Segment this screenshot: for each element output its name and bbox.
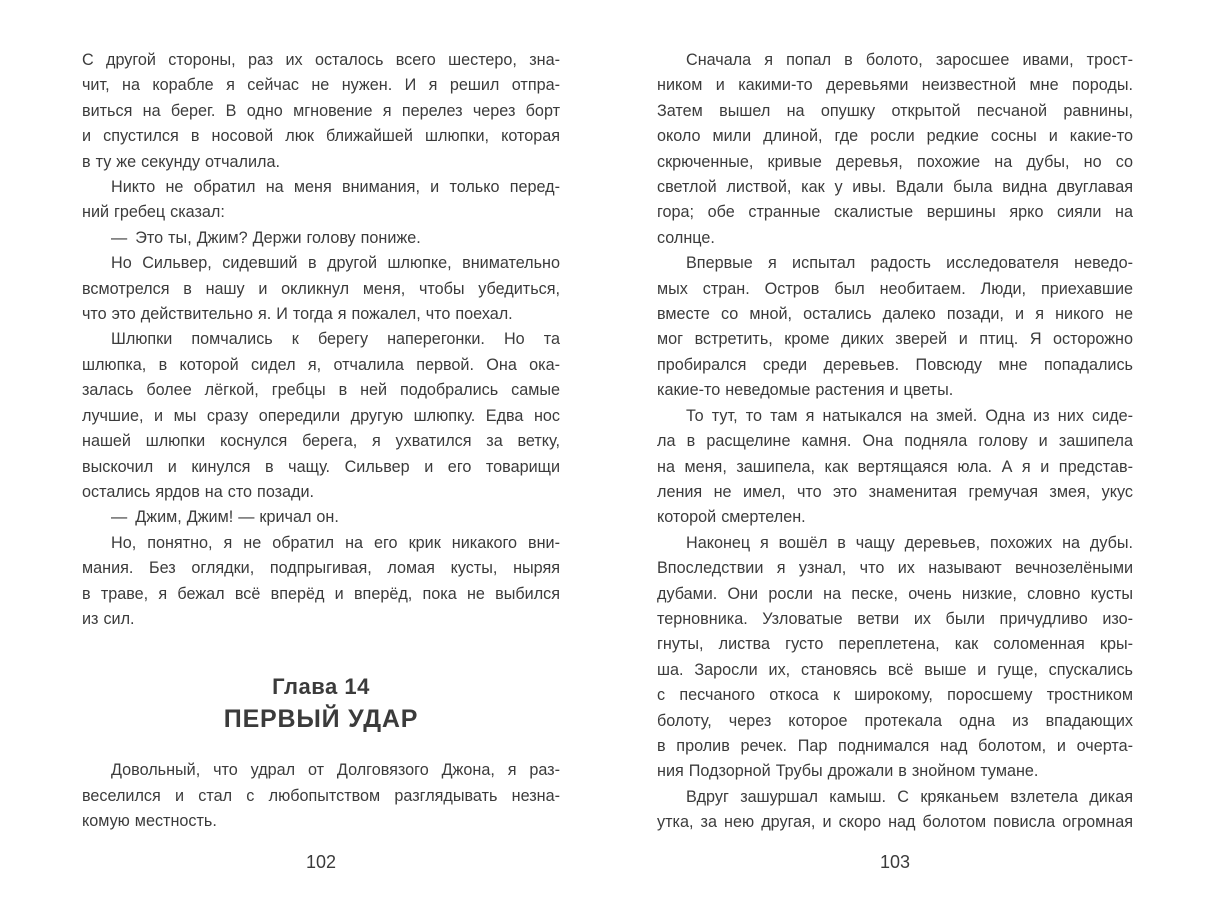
text-line: какие-то неведомые растения и цветы. bbox=[657, 381, 954, 400]
text-line: с песчаного откоса к широкому, поросшему тростником bbox=[657, 686, 1133, 705]
paragraph bbox=[82, 531, 560, 633]
chapter-label: Глава 14 bbox=[272, 674, 370, 700]
text-line: солнце. bbox=[657, 228, 715, 247]
text-line: остались ярдов на сто позади. bbox=[82, 482, 315, 501]
text-line: выскочил и кинулся в чащу. Сильвер и его товарищи bbox=[82, 457, 560, 476]
text-line: Затем вышел на опушку открытой песчаной равнины, bbox=[657, 101, 1133, 120]
page-right-text-column bbox=[657, 48, 1133, 836]
page-number-left: 102 bbox=[305, 852, 337, 872]
page-left-text-column bbox=[82, 48, 560, 632]
text-line: То тут, то там я натыкался на змей. Одна из них сиде- bbox=[686, 406, 1133, 425]
text-line: дубами. Они росли на песке, очень низкие, словно кусты bbox=[657, 584, 1133, 603]
text-line: ша. Заросли их, становясь всё выше и гуще, спускались bbox=[657, 660, 1133, 679]
text-line: ления не имел, что это знаменитая гремучая змея, укус bbox=[657, 482, 1133, 501]
paragraph bbox=[82, 175, 560, 226]
text-line: скрюченные, кривые деревья, похожие на дубы, но со bbox=[657, 152, 1133, 171]
text-line: залась более лёгкой, гребцы в ней подобрались самые bbox=[82, 381, 560, 400]
text-line: чит, на корабле я сейчас не нужен. И я решил отпра- bbox=[82, 76, 560, 95]
text-line: комую местность. bbox=[82, 812, 217, 831]
text-line: шлюпка, в которой сидел я, отчалила первой. Она ока- bbox=[82, 355, 560, 374]
text-line: Никто не обратил на меня внимания, и только перед- bbox=[111, 178, 560, 197]
text-line: утка, за нею другая, и скоро над болотом повисла огромная bbox=[657, 813, 1133, 832]
text-line: в траве, я бежал всё вперёд и вперёд, пока не выбился bbox=[82, 584, 560, 603]
page-number-right: 103 bbox=[879, 852, 911, 872]
text-line: гнуты, листва густо переплетена, как соломенная кры- bbox=[657, 635, 1133, 654]
text-line: Сначала я попал в болото, заросшее ивами, трост- bbox=[686, 51, 1133, 69]
text-line: гора; обе странные скалистые вершины ярко сияли на bbox=[657, 203, 1133, 222]
paragraph bbox=[657, 251, 1133, 403]
paragraph bbox=[82, 226, 560, 251]
text-line: виться на берег. В одно мгновение я перелез через борт bbox=[82, 101, 560, 120]
text-line: из сил. bbox=[82, 609, 135, 628]
text-line: что это действительно я. И тогда я пожалел, что поехал. bbox=[82, 305, 513, 324]
text-line: веселился и стал с любопытством разглядывать незна- bbox=[82, 786, 560, 805]
chapter-heading bbox=[82, 672, 560, 736]
paragraph bbox=[657, 48, 1133, 251]
text-line: всмотрелся в нашу и окликнул меня, чтобы убедиться, bbox=[82, 279, 560, 298]
text-line: болоту, через которое протекала одна из впадающих bbox=[657, 711, 1133, 730]
text-line: и спустился в носовой люк ближайшей шлюпки, которая bbox=[82, 127, 560, 146]
chapter-title: ПЕРВЫЙ УДАР bbox=[223, 705, 419, 734]
text-line: ний гребец сказал: bbox=[82, 203, 225, 222]
text-line: С другой стороны, раз их осталось всего шестеро, зна- bbox=[82, 51, 560, 69]
text-line: ником и какими-то деревьями неизвестной мне породы. bbox=[657, 76, 1133, 95]
page-left-after-chapter-text bbox=[82, 758, 560, 834]
paragraph bbox=[657, 404, 1133, 531]
text-line: Впоследствии я узнал, что их называют вечнозелёными bbox=[657, 559, 1133, 578]
text-line: Но Сильвер, сидевший в другой шлюпке, внимательно bbox=[111, 254, 560, 273]
page-right bbox=[606, 0, 1212, 917]
text-line: в пролив речек. Пар поднимался над болотом, и очерта- bbox=[657, 736, 1133, 755]
text-line: ла в расщелине камня. Она подняла голову и зашипела bbox=[657, 432, 1133, 451]
text-line: ния Подзорной Трубы дрожали в знойном тумане. bbox=[657, 762, 1039, 781]
text-line: — Джим, Джим! — кричал он. bbox=[111, 508, 339, 527]
text-line: Шлюпки помчались к берегу наперегонки. Но та bbox=[111, 330, 560, 349]
text-line: которой смертелен. bbox=[657, 508, 806, 527]
text-line: мания. Без оглядки, подпрыгивая, ломая кусты, ныряя bbox=[82, 559, 560, 578]
paragraph bbox=[82, 327, 560, 505]
text-line: нашей шлюпки коснулся берега, я ухватился за ветку, bbox=[82, 432, 560, 451]
text-line: Вдруг зашуршал камыш. С кряканьем взлетела дикая bbox=[686, 787, 1133, 806]
text-line: на меня, зашипела, как вертящаяся юла. А я и представ- bbox=[657, 457, 1133, 476]
text-line: мог встретить, кроме диких зверей и птиц. Я осторожно bbox=[657, 330, 1133, 349]
text-line: вместе со мной, остались далеко позади, и я никого не bbox=[657, 305, 1133, 324]
text-line: Наконец я вошёл в чащу деревьев, похожих на дубы. bbox=[686, 533, 1133, 552]
paragraph bbox=[657, 785, 1133, 836]
paragraph bbox=[82, 48, 560, 175]
paragraph bbox=[82, 758, 560, 834]
text-line: Довольный, что удрал от Долговязого Джона, я раз- bbox=[111, 761, 560, 780]
paragraph bbox=[82, 251, 560, 327]
paragraph bbox=[82, 505, 560, 530]
text-line: Впервые я испытал радость исследователя неведо- bbox=[686, 254, 1133, 273]
text-line: лучшие, и мы сразу опередили другую шлюпку. Едва нос bbox=[82, 406, 560, 425]
text-line: терновника. Узловатые ветви их были причудливо изо- bbox=[657, 609, 1133, 628]
paragraph bbox=[657, 531, 1133, 785]
text-line: — Это ты, Джим? Держи голову пониже. bbox=[111, 228, 421, 247]
text-line: пробирался среди деревьев. Повсюду мне попадались bbox=[657, 355, 1133, 374]
text-line: в ту же секунду отчалила. bbox=[82, 152, 280, 171]
text-line: светлой листвой, как у ивы. Вдали была видна двуглавая bbox=[657, 178, 1133, 197]
text-line: Но, понятно, я не обратил на его крик никакого вни- bbox=[111, 533, 560, 552]
text-line: мых стран. Остров был необитаем. Люди, приехавшие bbox=[657, 279, 1133, 298]
text-line: около мили длиной, где росли редкие сосны и какие-то bbox=[657, 127, 1133, 146]
